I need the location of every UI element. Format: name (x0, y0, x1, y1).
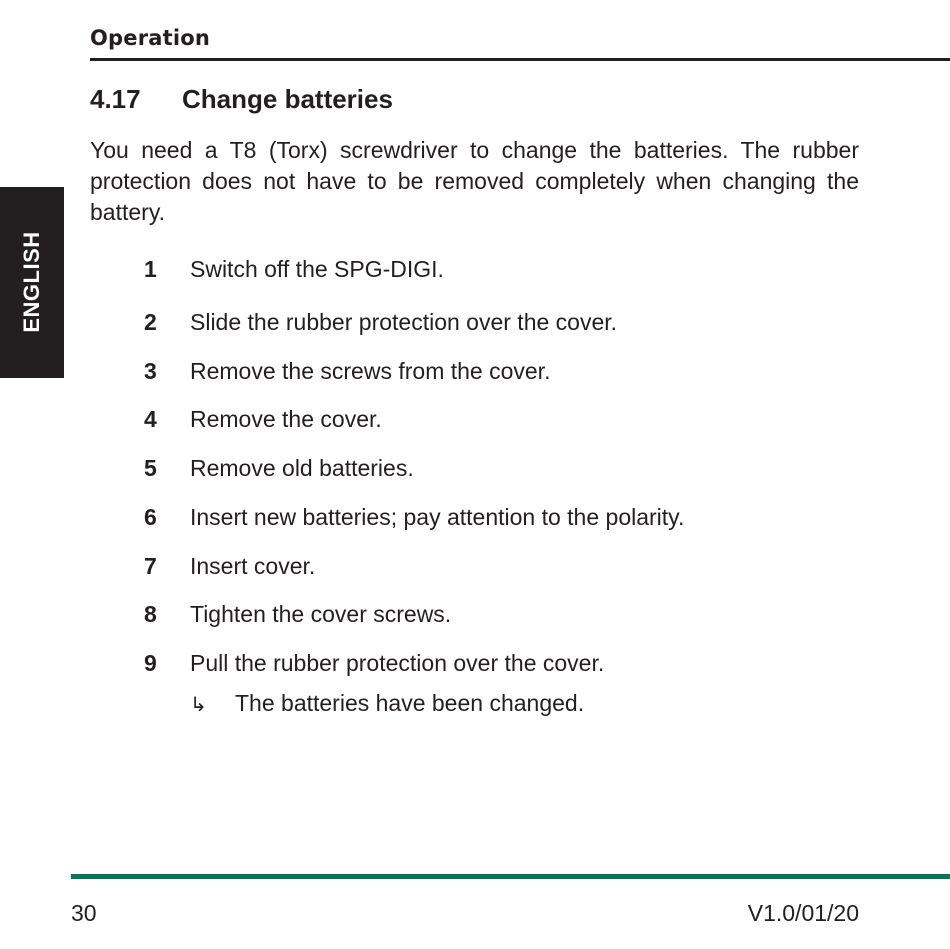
step-item (144, 357, 550, 385)
step-text: Switch off the SPG-DIGI. (190, 256, 444, 282)
intro-paragraph: You need a T8 (Torx) screwdriver to change the batteries. The rubber protection does not have to be removed completely when changing the battery. (90, 137, 859, 225)
step-item (144, 600, 451, 628)
step-text: Pull the rubber protection over the cover. (190, 650, 605, 676)
step-number: 7 (144, 553, 157, 579)
running-header: Operation (90, 26, 211, 50)
step-item (144, 255, 444, 283)
result-line (190, 689, 584, 718)
step-item (144, 649, 604, 677)
step-item (144, 552, 315, 580)
language-tab-label: ENGLISH (19, 231, 44, 333)
step-text: Insert cover. (190, 553, 316, 579)
step-text: Remove the cover. (190, 406, 382, 432)
version-label: V1.0/01/20 (747, 900, 859, 926)
step-number: 2 (144, 309, 157, 335)
step-item (144, 405, 382, 433)
step-number: 1 (144, 256, 157, 282)
step-text: Insert new batteries; pay attention to the polarity. (190, 504, 685, 530)
step-text: Tighten the cover screws. (190, 601, 452, 627)
step-number: 6 (144, 504, 157, 530)
section-title: Change batteries (182, 84, 393, 114)
step-number: 8 (144, 601, 157, 627)
step-text: Remove old batteries. (190, 455, 414, 481)
step-item (144, 503, 684, 531)
page-number: 30 (71, 900, 97, 926)
step-number: 3 (144, 358, 157, 384)
step-number: 4 (144, 406, 157, 432)
step-text: Slide the rubber protection over the cover. (190, 309, 618, 335)
step-text: Remove the screws from the cover. (190, 358, 551, 384)
result-text: The batteries have been changed. (235, 690, 585, 716)
result-arrow-icon: ↳ (190, 692, 207, 716)
step-number: 5 (144, 455, 157, 481)
step-item (144, 454, 414, 482)
section-number: 4.17 (90, 84, 141, 114)
step-item (144, 308, 617, 336)
footer-rule (71, 874, 950, 879)
step-number: 9 (144, 650, 157, 676)
